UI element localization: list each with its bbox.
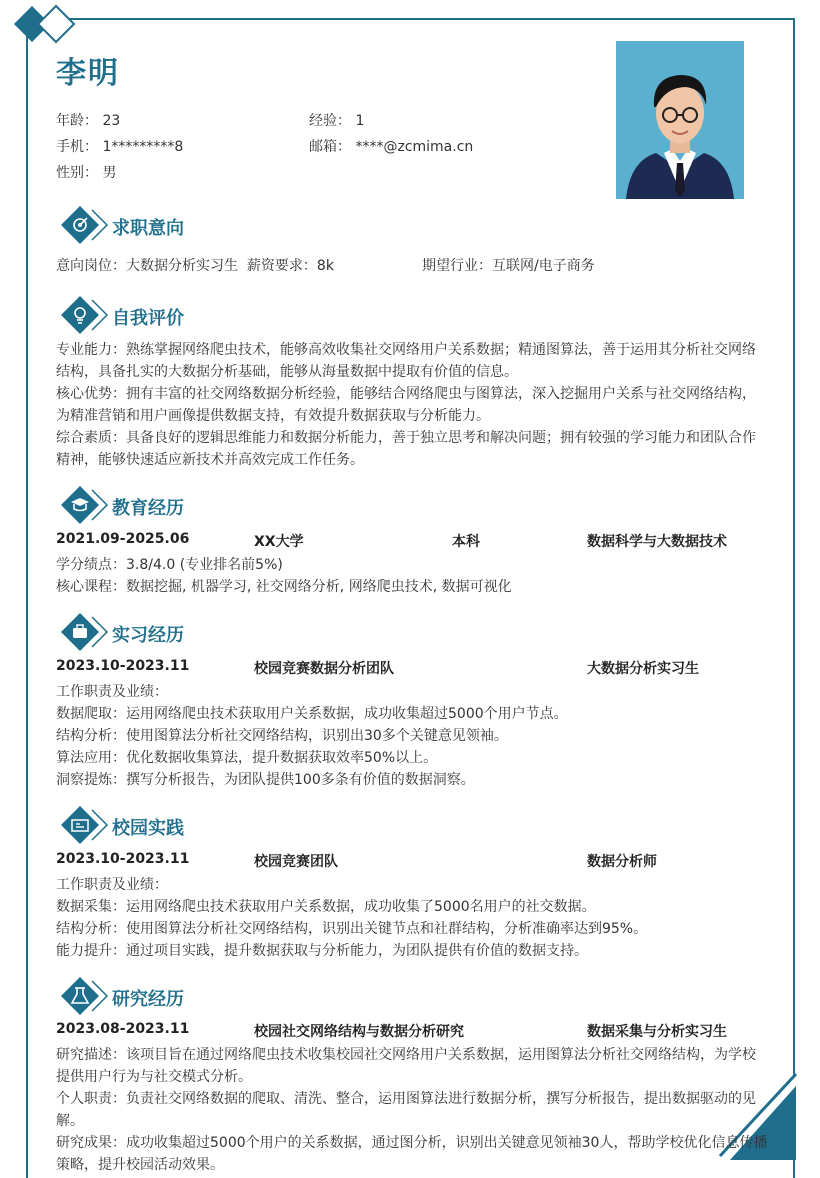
internship-header — [56, 658, 768, 680]
campus-icon — [58, 805, 108, 845]
campus-role: 数据分析师 — [587, 854, 657, 870]
target-icon — [58, 205, 108, 245]
internship-org: 校园竞赛数据分析团队 — [254, 661, 394, 677]
education-details — [56, 554, 768, 598]
internship-line: 结构分析：使用图算法分析社交网络结构，识别出30多个关键意见领袖。 — [56, 728, 508, 744]
corner-diamond-decoration — [10, 2, 80, 46]
lightbulb-icon — [58, 295, 108, 335]
flask-icon — [58, 976, 108, 1016]
research-period: 2023.08-2023.11 — [56, 1021, 190, 1037]
education-line: 核心课程：数据挖掘, 机器学习, 社交网络分析, 网络爬虫技术, 数据可视化 — [56, 579, 512, 595]
internship-line: 数据爬取：运用网络爬虫技术获取用户关系数据，成功收集超过5000个用户节点。 — [56, 706, 568, 722]
internship-role: 大数据分析实习生 — [587, 661, 699, 677]
research-paragraph: 研究描述：该项目旨在通过网络爬虫技术收集校园社交网络用户关系数据，运用图算法分析社交网络结构，为学校提供用户行为与社交模式分析。 — [56, 1047, 756, 1085]
self-eval-paragraph: 核心优势：拥有丰富的社交网络数据分析经验，能够结合网络爬虫与图算法，深入挖掘用户关系与社交网络结构，为精准营销和用户画像提供数据支持，有效提升数据获取与分析能力。 — [56, 386, 756, 424]
internship-line: 算法应用：优化数据收集算法，提升数据获取效率50%以上。 — [56, 750, 438, 766]
education-degree: 本科 — [452, 534, 480, 550]
intent-salary: 薪资要求：8k — [246, 258, 334, 274]
profile-photo — [616, 41, 744, 199]
education-period: 2021.09-2025.06 — [56, 531, 190, 547]
research-paragraph: 研究成果：成功收集超过5000个用户的关系数据，通过图分析，识别出关键意见领袖30人，帮助学校优化信息传播策略，提升校园活动效果。 — [56, 1135, 768, 1173]
candidate-name: 李明 — [56, 56, 120, 91]
campus-line: 工作职责及业绩： — [56, 877, 168, 893]
self-eval-body — [56, 339, 768, 471]
research-paragraph: 个人职责：负责社交网络数据的爬取、清洗、整合，运用图算法进行数据分析，撰写分析报告，提出数据驱动的见解。 — [56, 1091, 756, 1129]
internship-line: 工作职责及业绩： — [56, 684, 168, 700]
age-field: 年龄： 23 — [56, 113, 121, 129]
education-major: 数据科学与大数据技术 — [587, 534, 727, 550]
education-school: XX大学 — [254, 534, 304, 550]
research-details — [56, 1044, 768, 1173]
campus-line: 结构分析：使用图算法分析社交网络结构，识别出关键节点和社群结构，分析准确率达到95%。 — [56, 921, 648, 937]
research-role: 数据采集与分析实习生 — [587, 1024, 727, 1040]
self-eval-paragraph: 专业能力：熟练掌握网络爬虫技术，能够高效收集社交网络用户关系数据；精通图算法，善于运用其分析社交网络结构，具备扎实的大数据分析基础，能够从海量数据中提取有价值的信息。 — [56, 342, 756, 380]
education-line: 学分绩点：3.8/4.0 (专业排名前5%) — [56, 557, 283, 573]
campus-header — [56, 851, 768, 873]
internship-period: 2023.10-2023.11 — [56, 658, 190, 674]
research-header — [56, 1021, 768, 1043]
gender-field: 性别： 男 — [56, 165, 117, 181]
campus-line: 能力提升：通过项目实践，提升数据获取与分析能力，为团队提供有价值的数据支持。 — [56, 943, 588, 959]
experience-field: 经验： 1 — [309, 113, 365, 129]
graduation-cap-icon — [58, 485, 108, 525]
campus-details — [56, 874, 768, 962]
campus-line: 数据采集：运用网络爬虫技术获取用户关系数据，成功收集了5000名用户的社交数据。 — [56, 899, 596, 915]
phone-field: 手机： 1*********8 — [56, 139, 184, 155]
email-field: 邮箱： ****@zcmima.cn — [309, 139, 474, 155]
intent-industry: 期望行业：互联网/电子商务 — [422, 258, 595, 274]
self-eval-paragraph: 综合素质：具备良好的逻辑思维能力和数据分析能力，善于独立思考和解决问题；拥有较强的学习能力和团队合作精神，能够快速适应新技术并高效完成工作任务。 — [56, 430, 756, 468]
briefcase-icon — [58, 612, 108, 652]
campus-org: 校园竞赛团队 — [254, 854, 338, 870]
research-org: 校园社交网络结构与数据分析研究 — [254, 1024, 464, 1040]
intent-position: 意向岗位：大数据分析实习生 — [56, 258, 238, 274]
internship-details — [56, 681, 768, 791]
education-header — [56, 531, 768, 553]
campus-period: 2023.10-2023.11 — [56, 851, 190, 867]
intent-line — [56, 255, 768, 277]
internship-line: 洞察提炼：撰写分析报告，为团队提供100多条有价值的数据洞察。 — [56, 772, 475, 788]
